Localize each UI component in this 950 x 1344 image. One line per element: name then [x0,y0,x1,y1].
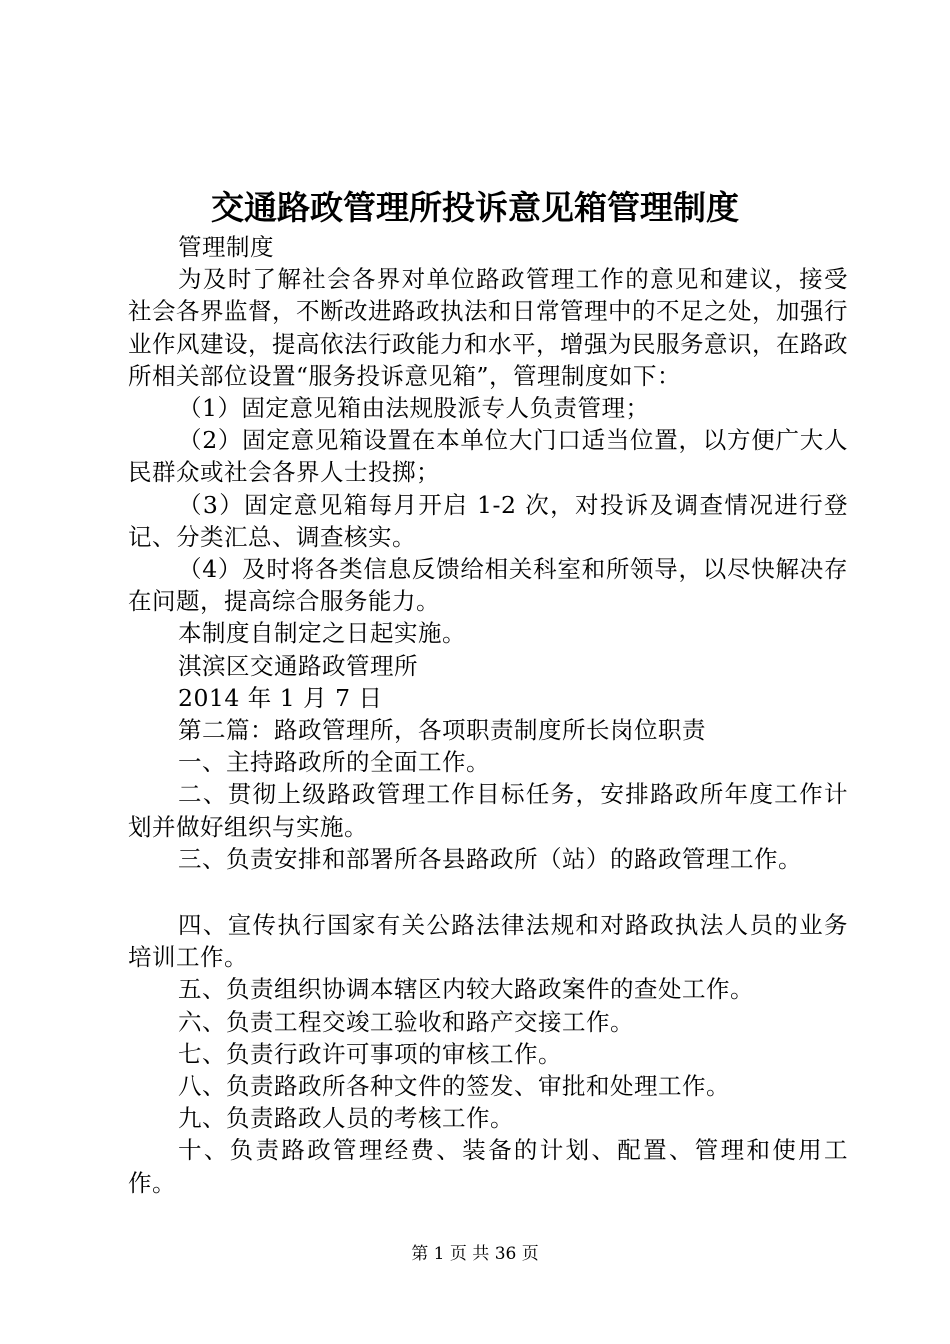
document-title: 交通路政管理所投诉意见箱管理制度 [211,188,739,227]
paragraph-spacer [128,875,848,909]
paragraph-intro: 为及时了解社会各界对单位路政管理工作的意见和建议，接受社会各界监督，不断改进路政执法和日常管理中的不足之处，加强行业作风建设，提高依法行政能力和水平，增强为民服务意识，在路政所相关部位设置“服务投诉意见箱”，管理制度如下： [128,265,848,390]
paragraph-duty-8: 八、负责路政所各种文件的签发、审批和处理工作。 [178,1072,730,1101]
paragraph-item-2: （2）固定意见箱设置在本单位大门口适当位置，以方便广大人民群众或社会各界人士投掷； [128,426,848,487]
paragraph-item-3: （3）固定意见箱每月开启 1-2 次，对投诉及调查情况进行登记、分类汇总、调查核实。 [128,490,848,551]
paragraph-issuer: 淇滨区交通路政管理所 [178,651,418,680]
paragraph-duty-10: 十、负责路政管理经费、装备的计划、配置、管理和使用工作。 [128,1136,848,1197]
paragraph-duty-5: 五、负责组织协调本辖区内较大路政案件的查处工作。 [178,975,754,1004]
paragraph-duty-1: 一、主持路政所的全面工作。 [178,748,490,777]
paragraph-duty-9: 九、负责路政人员的考核工作。 [178,1104,514,1133]
paragraph-duty-3: 三、负责安排和部署所各县路政所（站）的路政管理工作。 [178,844,802,873]
paragraph-effective: 本制度自制定之日起实施。 [178,619,466,648]
paragraph-heading: 管理制度 [178,233,274,261]
paragraph-duty-2: 二、贯彻上级路政管理工作目标任务，安排路政所年度工作计划并做好组织与实施。 [128,780,848,841]
paragraph-item-1: （1）固定意见箱由法规股派专人负责管理； [178,394,650,423]
paragraph-item-4: （4）及时将各类信息反馈给相关科室和所领导，以尽快解决存在问题，提高综合服务能力。 [128,555,848,616]
paragraph-section-two-heading: 第二篇：路政管理所，各项职责制度所长岗位职责 [178,716,706,745]
paragraph-duty-4: 四、宣传执行国家有关公路法律法规和对路政执法人员的业务培训工作。 [128,911,848,972]
paragraph-date: 2014 年 1 月 7 日 [178,683,383,712]
page-number-footer: 第 1 页 共 36 页 [411,1244,539,1264]
paragraph-duty-7: 七、负责行政许可事项的审核工作。 [178,1039,562,1068]
document-body [128,231,848,1199]
paragraph-duty-6: 六、负责工程交竣工验收和路产交接工作。 [178,1007,634,1036]
